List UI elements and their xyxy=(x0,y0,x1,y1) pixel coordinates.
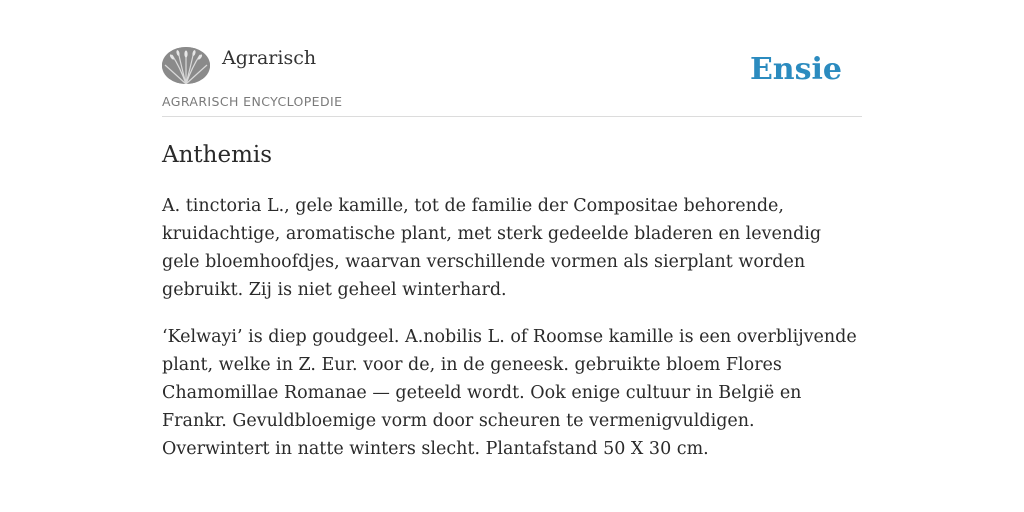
article-title: Anthemis xyxy=(162,142,273,168)
source-name[interactable]: Agrarisch xyxy=(222,47,317,69)
article-body xyxy=(162,192,858,482)
article-paragraph-1: A. tinctoria L., gele kamille, tot de familie der Compositae behorende, kruidachtige, aromatische plant, met sterk gedeelde bladeren en levendig gele bloemhoofdjes, waarvan verschillende vormen als sierplant worden gebruikt. Zij is niet geheel winterhard. xyxy=(162,196,822,300)
header xyxy=(162,44,862,117)
article-paragraph-2: ‘Kelwayi’ is diep goudgeel. A.nobilis L. of Roomse kamille is een overblijvende plant, welke in Z. Eur. voor de, in de geneesk. gebruikte bloem Flores Chamomillae Romanae — geteeld wordt. Ook enige cultuur in België en Frankr. Gevuldbloemige vorm door scheuren te vermenigvuldigen. Overwintert in natte winters slecht. Plantafstand 50 X 30 cm. xyxy=(162,327,857,459)
ensie-logo-link[interactable]: Ensie xyxy=(749,52,842,87)
wheat-logo-icon[interactable] xyxy=(162,47,210,84)
source-subtitle[interactable]: AGRARISCH ENCYCLOPEDIE xyxy=(162,94,343,109)
